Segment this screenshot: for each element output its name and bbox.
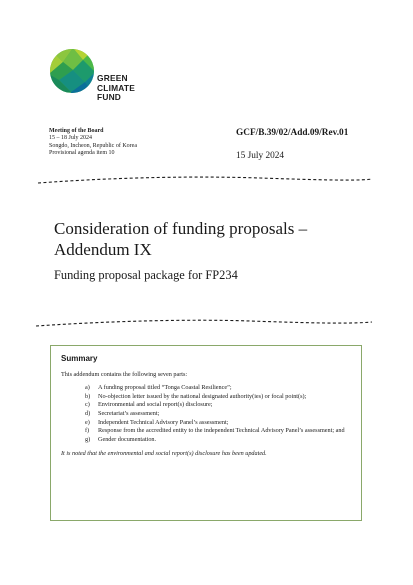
meeting-info: [49, 128, 137, 158]
document-date: 15 July 2024: [236, 151, 285, 161]
agenda-item: Provisional agenda item 10: [49, 150, 115, 157]
bottom-wave-divider: [0, 317, 413, 329]
logo-line-green: GREEN: [97, 73, 128, 83]
summary-box: [50, 345, 362, 521]
page-title: Consideration of funding proposals – Addendum IX: [54, 219, 308, 259]
logo-line-climate: CLIMATE: [97, 82, 135, 93]
list-item: c) Environmental and social report(s) disclosure;: [85, 401, 213, 409]
globe-logo-icon: [49, 48, 95, 96]
list-item: b) No-objection letter issued by the national designated authority(ies) or focal point(s);: [85, 392, 307, 400]
top-wave-divider: [0, 175, 413, 187]
list-item: d) Secretariat’s assessment;: [85, 410, 160, 418]
document-reference: GCF/B.39/02/Add.09/Rev.01: [236, 128, 349, 138]
summary-heading: Summary: [61, 354, 98, 363]
list-item: f) Response from the accredited entity to the independent Technical Advisory Panel’s assessment; and: [85, 427, 345, 435]
page-subtitle: Funding proposal package for FP234: [54, 268, 238, 282]
list-item: g) Gender documentation.: [85, 436, 157, 444]
list-item: e) Independent Technical Advisory Panel’s assessment;: [85, 418, 229, 426]
summary-parts-list: [61, 384, 351, 444]
logo-line-fund: FUND: [97, 92, 122, 103]
logo-wordmark: [97, 74, 135, 103]
list-item: a) A funding proposal titled “Tonga Coastal Resilience”;: [85, 384, 232, 391]
update-note: It is noted that the environmental and social report(s) disclosure has been updated.: [61, 450, 267, 458]
meeting-dates: 15 – 18 July 2024: [49, 135, 93, 142]
gcf-logo: [49, 48, 149, 112]
meeting-title: Meeting of the Board: [49, 128, 104, 134]
meeting-location: Songdo, Incheon, Republic of Korea: [49, 142, 137, 149]
summary-intro: This addendum contains the following seven parts:: [61, 371, 188, 378]
